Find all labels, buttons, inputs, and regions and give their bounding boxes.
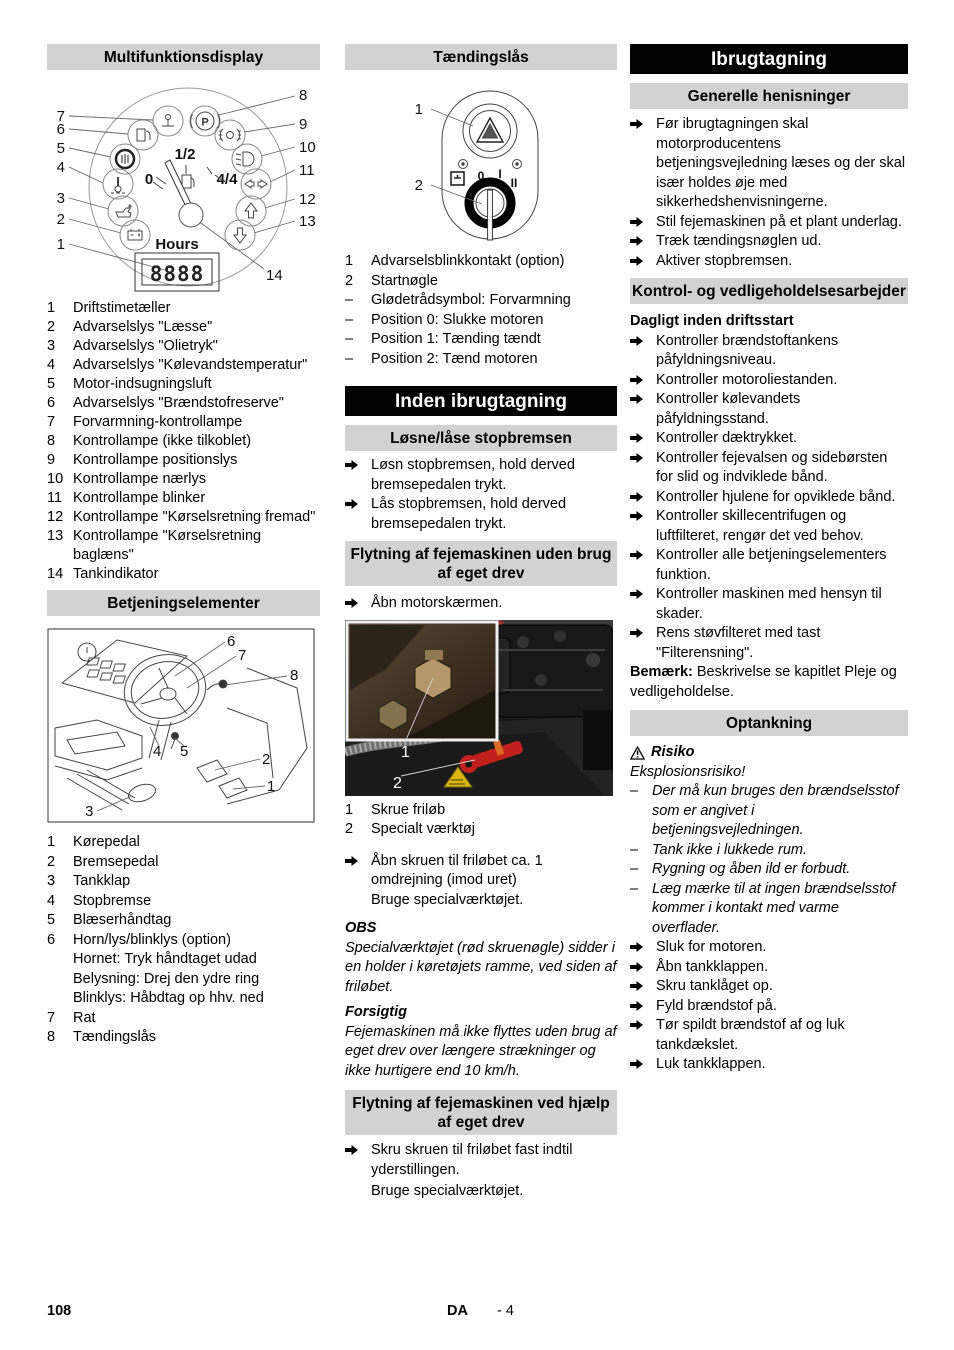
risk-item-text: Rygning og åben ild er forbudt.: [652, 861, 851, 877]
chapter-header-startup: Ibrugtagning: [630, 44, 908, 74]
legend-row: [345, 291, 617, 311]
legend-text: Advarselslys "Kølevandstemperatur": [73, 357, 308, 373]
engine-compartment-photo: [345, 620, 613, 796]
arrow-bullet-icon: [630, 252, 656, 272]
risk-item: [630, 782, 908, 841]
risk-item-text: Der må kun bruges den brændselsstof som er angivet i betjeningsvejledningen.: [652, 783, 899, 838]
fuel-flap: [126, 781, 158, 805]
legend-row: [47, 892, 320, 912]
caution-label: Forsigtig: [345, 1004, 408, 1020]
section-header-controls: Betjeningselementer: [47, 590, 320, 616]
legend-row: [47, 508, 320, 527]
legend-text: Advarselslys "Brændstofreserve": [73, 395, 284, 411]
legend-row: [47, 356, 320, 375]
legend-text: Rat: [73, 1009, 96, 1026]
svg-text:6: 6: [227, 633, 236, 650]
instruction-step: [630, 997, 908, 1017]
instruction-step: [630, 585, 908, 624]
column-left: [47, 44, 320, 1048]
instruction-step: [345, 852, 617, 891]
legend-row: [345, 350, 617, 370]
instruction-step: [630, 332, 908, 371]
legend-text: Tankindikator: [73, 566, 159, 582]
photo-callout-1: 1: [401, 743, 410, 761]
legend-text: Stopbremse: [73, 892, 152, 909]
parking-brake-steps: [345, 456, 617, 534]
step-text: Skru tanklåget op.: [656, 978, 773, 994]
arrow-bullet-icon: [345, 594, 371, 614]
svg-text:5: 5: [180, 743, 189, 760]
risk-item-text: Tank ikke i lukkede rum.: [652, 841, 808, 858]
arrow-bullet-icon: [630, 977, 656, 997]
instruction-step: [630, 115, 908, 213]
legend-number: –: [345, 311, 354, 328]
chapter-header-before-startup: Inden ibrugtagning: [345, 386, 617, 416]
step-text: Åbn skruen til friløbet ca. 1 omdrejning (imod uret): [371, 852, 543, 888]
legend-number: 2: [47, 319, 56, 335]
legend-row: [47, 318, 320, 337]
photo-legend-list: [345, 801, 617, 840]
legend-text: Specialt værktøj: [371, 821, 475, 837]
position-2-label: II: [510, 176, 518, 190]
risk-heading: [630, 743, 908, 763]
step-continuation: Bruge specialværktøjet.: [371, 891, 524, 908]
svg-text:3: 3: [56, 190, 65, 207]
instruction-step: [345, 456, 617, 495]
svg-text:2: 2: [262, 751, 271, 768]
legend-row: [47, 931, 320, 951]
arrow-bullet-icon: [630, 997, 656, 1017]
legend-number: 3: [47, 338, 56, 354]
fuel-gauge: [145, 146, 238, 227]
svg-text:2: 2: [414, 177, 423, 194]
legend-text: Position 0: Slukke motoren: [371, 311, 544, 328]
arrow-bullet-icon: [630, 1055, 656, 1075]
step-text: Tør spildt brændstof af og luk tankdækslet.: [656, 1017, 845, 1053]
svg-text:P: P: [201, 116, 209, 129]
legend-text: Startnøgle: [371, 272, 438, 289]
legend-row: [47, 565, 320, 584]
legend-number: 8: [47, 433, 56, 449]
legend-number: –: [345, 331, 354, 347]
section-header-general-notes: Generelle henisninger: [630, 83, 908, 109]
arrow-bullet-icon: [630, 332, 656, 371]
fuel-steps: [630, 938, 908, 1075]
legend-row: [345, 252, 617, 272]
svg-text:12: 12: [299, 191, 316, 208]
callout-numbers: [57, 87, 316, 284]
legend-row: [47, 527, 320, 565]
dash-bullet: –: [630, 861, 639, 877]
instruction-step: [630, 371, 908, 391]
photo-callout-2: 2: [393, 774, 402, 792]
legend-text: Kontrollampe blinker: [73, 490, 206, 506]
risk-item: [630, 841, 908, 861]
legend-text: Tændingslås: [73, 1029, 157, 1045]
svg-text:0: 0: [144, 171, 154, 188]
step-continuation: Bruge specialværktøjet.: [371, 1183, 524, 1199]
legend-text: Position 2: Tænd motoren: [371, 350, 538, 367]
position-0-label: 0: [477, 169, 485, 183]
step-text: Før ibrugtagningen skal motorproducentens betjeningsvejledning læses og der skal især holdes øje med sikkerhedshenvisningerne.: [656, 116, 906, 210]
step-text: Åbn tankklappen.: [656, 958, 769, 975]
legend-row: [47, 451, 320, 470]
legend-number: [47, 970, 73, 990]
console-keypad: [87, 658, 125, 683]
needle-hub: [179, 203, 203, 227]
risk-item: [630, 860, 908, 880]
oil-pressure-indicator-icon: [108, 196, 138, 226]
legend-number: 7: [47, 414, 56, 430]
arrow-bullet-icon: [630, 488, 656, 508]
general-notes-steps: [630, 115, 908, 271]
footer-language-code: DA: [447, 1303, 468, 1319]
daily-check-steps: [630, 332, 908, 664]
legend-text: Driftstimetæller: [73, 300, 171, 316]
instruction-step: [630, 624, 908, 663]
legend-number: 1: [47, 834, 56, 850]
legend-number: 9: [47, 452, 56, 468]
legend-text: Kørepedal: [73, 834, 140, 850]
section-header-multifunction-display: Multifunktionsdisplay: [47, 44, 320, 70]
forward-direction-indicator-icon: [236, 196, 266, 226]
step-text: Sluk for motoren.: [656, 939, 767, 955]
legend-number: 4: [47, 892, 56, 909]
legend-row: [47, 470, 320, 489]
instruction-step: [630, 1055, 908, 1075]
section-header-checks-maintenance: Kontrol- og vedligeholdelsesarbejder: [630, 278, 908, 304]
step-text: Træk tændingsnøglen ud.: [656, 233, 822, 249]
legend-row: [47, 970, 320, 990]
legend-text: Kontrollampe "Kørselsretning fremad": [73, 509, 316, 525]
battery-charge-indicator-icon: [120, 220, 150, 250]
step-text: Åbn motorskærmen.: [371, 595, 503, 611]
hour-meter-digits: 8888: [149, 262, 205, 286]
instruction-step: [630, 546, 908, 585]
coolant-temperature-indicator-icon: [103, 169, 133, 199]
svg-text:4: 4: [153, 743, 162, 760]
legend-row: [345, 820, 617, 840]
legend-number: –: [345, 350, 354, 367]
instruction-step: [630, 958, 908, 978]
arrow-bullet-icon: [630, 232, 656, 252]
legend-row: [47, 872, 320, 892]
legend-number: 1: [345, 801, 354, 818]
legend-number: 10: [47, 471, 64, 487]
svg-text:1: 1: [267, 778, 276, 795]
legend-text: Horn/lys/blinklys (option): [73, 931, 231, 948]
risk-intro: Eksplosionsrisiko!: [630, 763, 746, 780]
arrow-bullet-icon: [630, 585, 656, 624]
svg-text:1/2: 1/2: [174, 146, 196, 163]
legend-number: 2: [345, 821, 354, 837]
legend-number: [47, 989, 73, 1009]
legend-row: [47, 989, 320, 1009]
legend-row: [47, 432, 320, 451]
arrow-bullet-icon: [630, 958, 656, 978]
arrow-bullet-icon: [630, 507, 656, 546]
legend-text: Bremsepedal: [73, 853, 159, 870]
note-label: OBS: [345, 920, 377, 936]
risk-item: [630, 880, 908, 939]
arrow-bullet-icon: [630, 429, 656, 449]
svg-text:Hours: Hours: [155, 236, 199, 253]
legend-number: 7: [47, 1009, 56, 1026]
legend-row: [47, 1009, 320, 1029]
legend-number: 5: [47, 912, 56, 928]
svg-text:8: 8: [290, 667, 299, 684]
legend-text: Kontrollampe positionslys: [73, 452, 238, 468]
legend-number: 4: [47, 357, 56, 373]
risk-items-list: [630, 782, 908, 938]
legend-row: [345, 311, 617, 331]
legend-number: 13: [47, 528, 64, 544]
step-text: Kontroller motoroliestanden.: [656, 371, 838, 388]
legend-number: –: [345, 292, 354, 308]
legend-text: Tankklap: [73, 873, 131, 889]
legend-row: [47, 950, 320, 970]
dash-bullet: –: [630, 783, 639, 799]
legend-row: [345, 801, 617, 821]
note-label: Bemærk:: [630, 664, 693, 680]
instruction-step: [345, 594, 617, 614]
legend-row: [47, 911, 320, 931]
note-row: [630, 663, 908, 702]
legend-text: Forvarmning-kontrollampe: [73, 414, 243, 430]
legend-text: Blæserhåndtag: [73, 912, 172, 928]
arrow-bullet-icon: [630, 546, 656, 585]
step-text: Aktiver stopbremsen.: [656, 252, 793, 269]
legend-number: 5: [47, 376, 56, 392]
operator-controls-diagram: [47, 628, 320, 824]
svg-text:7: 7: [238, 647, 247, 664]
step-text: Fyld brændstof på.: [656, 997, 777, 1014]
step-text: Kontroller alle betjeningselementers funktion.: [656, 547, 887, 583]
section-header-moving-with-drive: Flytning af fejemaskinen ved hjælp af eget drev: [345, 1090, 617, 1135]
step-text: Rens støvfilteret med tast "Filterensning".: [656, 625, 821, 661]
legend-row: [47, 375, 320, 394]
legend-text: Advarselslys "Læsse": [73, 319, 213, 335]
instruction-step: [630, 1016, 908, 1055]
legend-number: 3: [47, 873, 56, 889]
step-text: Kontroller maskinen med hensyn til skader.: [656, 586, 882, 622]
svg-text:14: 14: [266, 267, 283, 284]
brake-pedal: [197, 760, 227, 782]
instruction-step: [630, 429, 908, 449]
instruction-step: [630, 213, 908, 233]
section-header-moving-without-drive: Flytning af fejemaskinen uden brug af eget drev: [345, 541, 617, 586]
step-text: Lås stopbremsen, hold derved bremsepedalen trykt.: [371, 496, 567, 532]
legend-number: 2: [47, 853, 56, 870]
legend-text: Kontrollampe nærlys: [73, 471, 206, 487]
note-text: Specialværktøjet (rød skruenøgle) sidder i en holder i køretøjets ramme, ved siden af friløbet.: [345, 939, 617, 995]
instruction-step: [630, 938, 908, 958]
arrow-bullet-icon: [630, 115, 656, 213]
instruction-step: [630, 449, 908, 488]
column-middle: [345, 44, 617, 1202]
legend-text: Kontrollampe "Kørselsretning baglæns": [73, 528, 262, 563]
legend-row: [47, 337, 320, 356]
step-text: Kontroller brændstoftankens påfyldningsniveau.: [656, 332, 839, 368]
arrow-bullet-icon: [345, 852, 371, 891]
dash-bullet: –: [630, 880, 639, 897]
step-text: Skru skruen til friløbet fast indtil yderstillingen.: [371, 1142, 573, 1178]
section-header-ignition-lock: Tændingslås: [345, 44, 617, 70]
legend-text: Position 1: Tænding tændt: [371, 331, 541, 347]
instruction-step: [345, 495, 617, 534]
footer-page-number: 108: [47, 1303, 72, 1319]
fuel-pump-glyph: [182, 175, 194, 188]
instruction-step: [630, 488, 908, 508]
svg-text:7: 7: [56, 108, 65, 125]
step-text: Kontroller hjulene for opviklede bånd.: [656, 488, 896, 505]
steering-wheel: [117, 646, 213, 734]
section-header-refuelling: Optankning: [630, 710, 908, 736]
legend-text: Advarselslys "Olietryk": [73, 338, 218, 354]
legend-row: [47, 394, 320, 413]
instruction-step: [630, 232, 908, 252]
instruction-step: [345, 1141, 617, 1180]
arrow-bullet-icon: [630, 938, 656, 958]
step-text: Løsn stopbremsen, hold derved bremsepedalen trykt.: [371, 457, 575, 493]
svg-text:1: 1: [56, 236, 65, 253]
legend-number: 8: [47, 1029, 56, 1045]
svg-text:2: 2: [56, 211, 65, 228]
arrow-bullet-icon: [630, 390, 656, 429]
svg-text:10: 10: [299, 139, 316, 156]
svg-text:6: 6: [56, 121, 65, 138]
position-1-label: I: [498, 167, 502, 181]
step-text: Kontroller kølevandets påfyldningsstand.: [656, 391, 801, 427]
legend-text: Advarselsblinkkontakt (option): [371, 253, 565, 269]
arrow-bullet-icon: [345, 495, 371, 534]
legend-number: 1: [47, 300, 56, 316]
legend-text: Glødetrådsymbol: Forvarmning: [371, 292, 571, 308]
legend-row: [47, 833, 320, 853]
legend-row: [47, 1028, 320, 1048]
multifunction-display-diagram: [47, 83, 320, 295]
legend-number: 2: [345, 272, 354, 289]
risk-label: Risiko: [651, 744, 695, 760]
legend-number: [47, 950, 73, 970]
legend-number: 6: [47, 931, 56, 948]
legend-row: [345, 272, 617, 292]
arrow-bullet-icon: [630, 624, 656, 663]
legend-text: Hornet: Tryk håndtaget udad: [73, 951, 257, 967]
svg-text:4: 4: [56, 159, 65, 176]
legend-row: [47, 489, 320, 508]
footer-chapter-page: - 4: [497, 1303, 514, 1319]
instruction-step: [630, 977, 908, 997]
display-legend-list: [47, 299, 320, 584]
svg-text:9: 9: [299, 116, 308, 133]
legend-text: Kontrollampe (ikke tilkoblet): [73, 433, 252, 449]
svg-text:4/4: 4/4: [216, 171, 238, 188]
arrow-bullet-icon: [630, 371, 656, 391]
hour-meter: [135, 236, 219, 291]
arrow-bullet-icon: [630, 213, 656, 233]
inset-photo: [347, 622, 497, 740]
legend-number: 11: [47, 490, 63, 506]
legend-number: 14: [47, 566, 64, 582]
legend-number: 1: [345, 253, 354, 269]
legend-number: 6: [47, 395, 56, 411]
arrow-bullet-icon: [345, 456, 371, 495]
legend-row: [47, 299, 320, 318]
arrow-bullet-icon: [630, 1016, 656, 1055]
legend-number: 12: [47, 509, 64, 525]
step-text: Kontroller dæktrykket.: [656, 430, 798, 446]
legend-row: [47, 853, 320, 873]
legend-text: Motor-indsugningsluft: [73, 376, 212, 392]
instruction-step: [630, 507, 908, 546]
legend-text: Skrue friløb: [371, 801, 446, 818]
step-text: Luk tankklappen.: [656, 1056, 766, 1072]
caution-text: Fejemaskinen må ikke flyttes uden brug af eget drev over længere strækninger og ikke hurtigere end 10 km/h.: [345, 1023, 617, 1079]
step-text: Kontroller skillecentrifugen og luftfilteret, rengør det ved behov.: [656, 508, 864, 544]
svg-text:1: 1: [414, 101, 423, 118]
legend-row: [345, 330, 617, 350]
svg-text:11: 11: [299, 162, 315, 179]
step-text: Kontroller fejevalsen og sidebørsten for slid og indviklede bånd.: [656, 449, 888, 485]
svg-text:8: 8: [299, 87, 308, 104]
daily-checks-label: Dagligt inden driftsstart: [630, 313, 794, 329]
dash-bullet: –: [630, 841, 639, 858]
turn-signal-indicator-icon: [241, 169, 271, 199]
column-right: [630, 44, 908, 1075]
reverse-direction-indicator-icon: [225, 220, 255, 250]
warning-triangle-icon: [630, 746, 645, 760]
controls-legend-list: [47, 833, 320, 1048]
ignition-legend-list: [345, 252, 617, 369]
risk-item-text: Læg mærke til at ingen brændselsstof kommer i kontakt med varme overflader.: [652, 880, 896, 936]
arrow-bullet-icon: [630, 449, 656, 488]
step-text: Stil fejemaskinen på et plant underlag.: [656, 213, 902, 230]
svg-text:13: 13: [299, 213, 316, 230]
section-header-parking-brake: Løsne/låse stopbremsen: [345, 425, 617, 451]
svg-text:3: 3: [85, 803, 94, 820]
legend-row: [47, 413, 320, 432]
arrow-bullet-icon: [345, 1141, 371, 1180]
legend-text: Blinklys: Håbdtag op hhv. ned: [73, 990, 264, 1006]
instruction-step: [630, 252, 908, 272]
instruction-step: [630, 390, 908, 429]
svg-text:5: 5: [56, 140, 65, 157]
note-text: Beskrivelse se kapitlet Pleje og vedligeholdelse.: [630, 664, 897, 700]
legend-text: Belysning: Drej den ydre ring: [73, 970, 260, 987]
ignition-lock-diagram: [345, 86, 617, 244]
